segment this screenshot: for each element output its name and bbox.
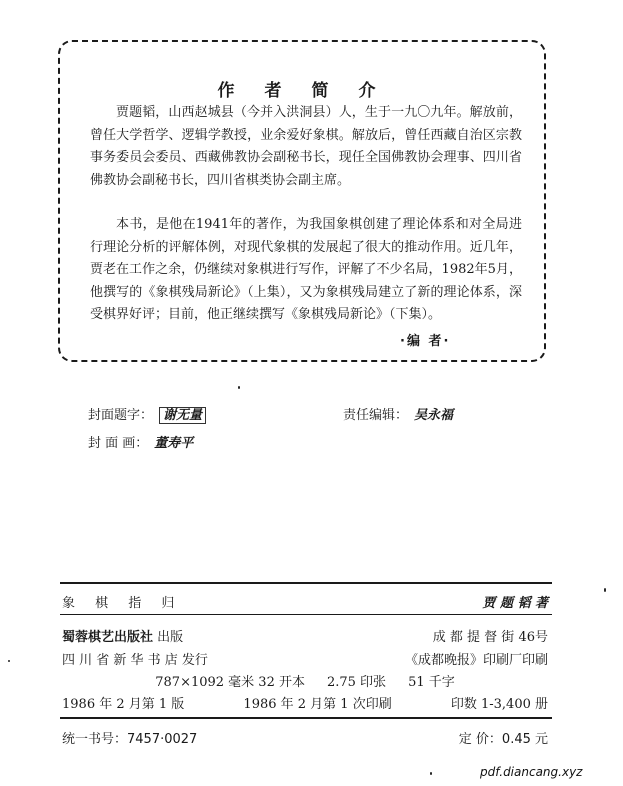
scan-speck [604,588,606,592]
colophon-price: 0.45 元 [501,732,548,747]
colophon-author: 贾 题 韬 著 [482,596,548,611]
colophon-distributor: 四 川 省 新 华 书 店 发行 [62,653,208,668]
colophon-rule-mid [60,614,552,615]
colophon-printer: 《成都晚报》印刷厂印刷 [404,653,548,668]
credit-cover-title-name: 谢无量 [159,407,206,424]
credit-cover-title-label: 封面题字： [88,408,154,423]
colophon-isbn-label: 统一书号： [62,732,128,747]
colophon-publisher-address: 成 都 提 督 街 46号 [432,630,548,645]
colophon-row-edition [62,693,548,712]
colophon-book-title: 象 棋 指 归 [62,596,183,611]
scan-speck [430,772,432,775]
credit-cover-art-name: 董寿平 [154,436,194,451]
credit-cover-art-label: 封 面 画： [88,436,149,451]
credit-editor-label: 责任编辑： [343,408,409,423]
credit-editor-name: 吴永福 [414,408,454,423]
colophon-isbn: 7457·0027 [127,732,198,747]
colophon-publisher: 蜀蓉棋艺出版社 [62,630,154,645]
credit-editor [343,404,453,423]
intro-signature: ·编 者· [400,334,451,349]
colophon-format: 787×1092 毫米 32 开本 [155,675,305,690]
colophon-row-publisher [62,626,548,645]
credit-cover-art [88,432,193,451]
colophon-printing: 1986 年 2 月第 1 次印刷 [243,697,392,712]
colophon-edition: 1986 年 2 月第 1 版 [62,697,185,712]
colophon-print-run: 印数 1-3,400 册 [450,697,548,712]
colophon-words: 51 千字 [408,675,455,690]
scan-speck [8,660,10,662]
colophon-row-title [62,592,548,611]
colophon-row-footer [62,728,548,747]
colophon-sheets: 2.75 印张 [326,675,387,690]
colophon-publisher-suffix: 出版 [153,630,184,645]
colophon-price-label: 定 价： [458,732,502,747]
scan-speck [238,386,240,389]
colophon-row-format [62,671,548,690]
watermark-text: pdf.diancang.xyz [480,765,583,779]
colophon-rule-top [60,582,552,584]
colophon-row-distribution [62,649,548,668]
intro-title: 作者简介 [217,81,406,101]
colophon-rule-bottom [60,717,552,719]
credit-cover-title [88,404,206,423]
intro-paragraph-2: 本书，是他在1941年的著作，为我国象棋创建了理论体系和对全局进行理论分析的评解体例，对现代象棋的发展起了很大的推动作用。近几年，贾老在工作之余，仍继续对象棋进行写作，评解了不少名局，1982年5月，他撰写的《象棋残局新论》（上集），又为象棋残局建立了新的理论体系，深受棋界好评；目前，他正继续撰写《象棋残局新论》（下集）。 [90,217,522,323]
intro-paragraph-1: 贾题韬，山西赵城县（今并入洪洞县）人，生于一九〇九年。解放前，曾任大学哲学、逻辑学教授，业余爱好象棋。解放后，曾任西藏自治区宗教事务委员会委员、西藏佛教协会副秘书长，现任全国佛教协会理事、四川省佛教协会副秘书长，四川省棋类协会副主席。 [90,105,522,188]
